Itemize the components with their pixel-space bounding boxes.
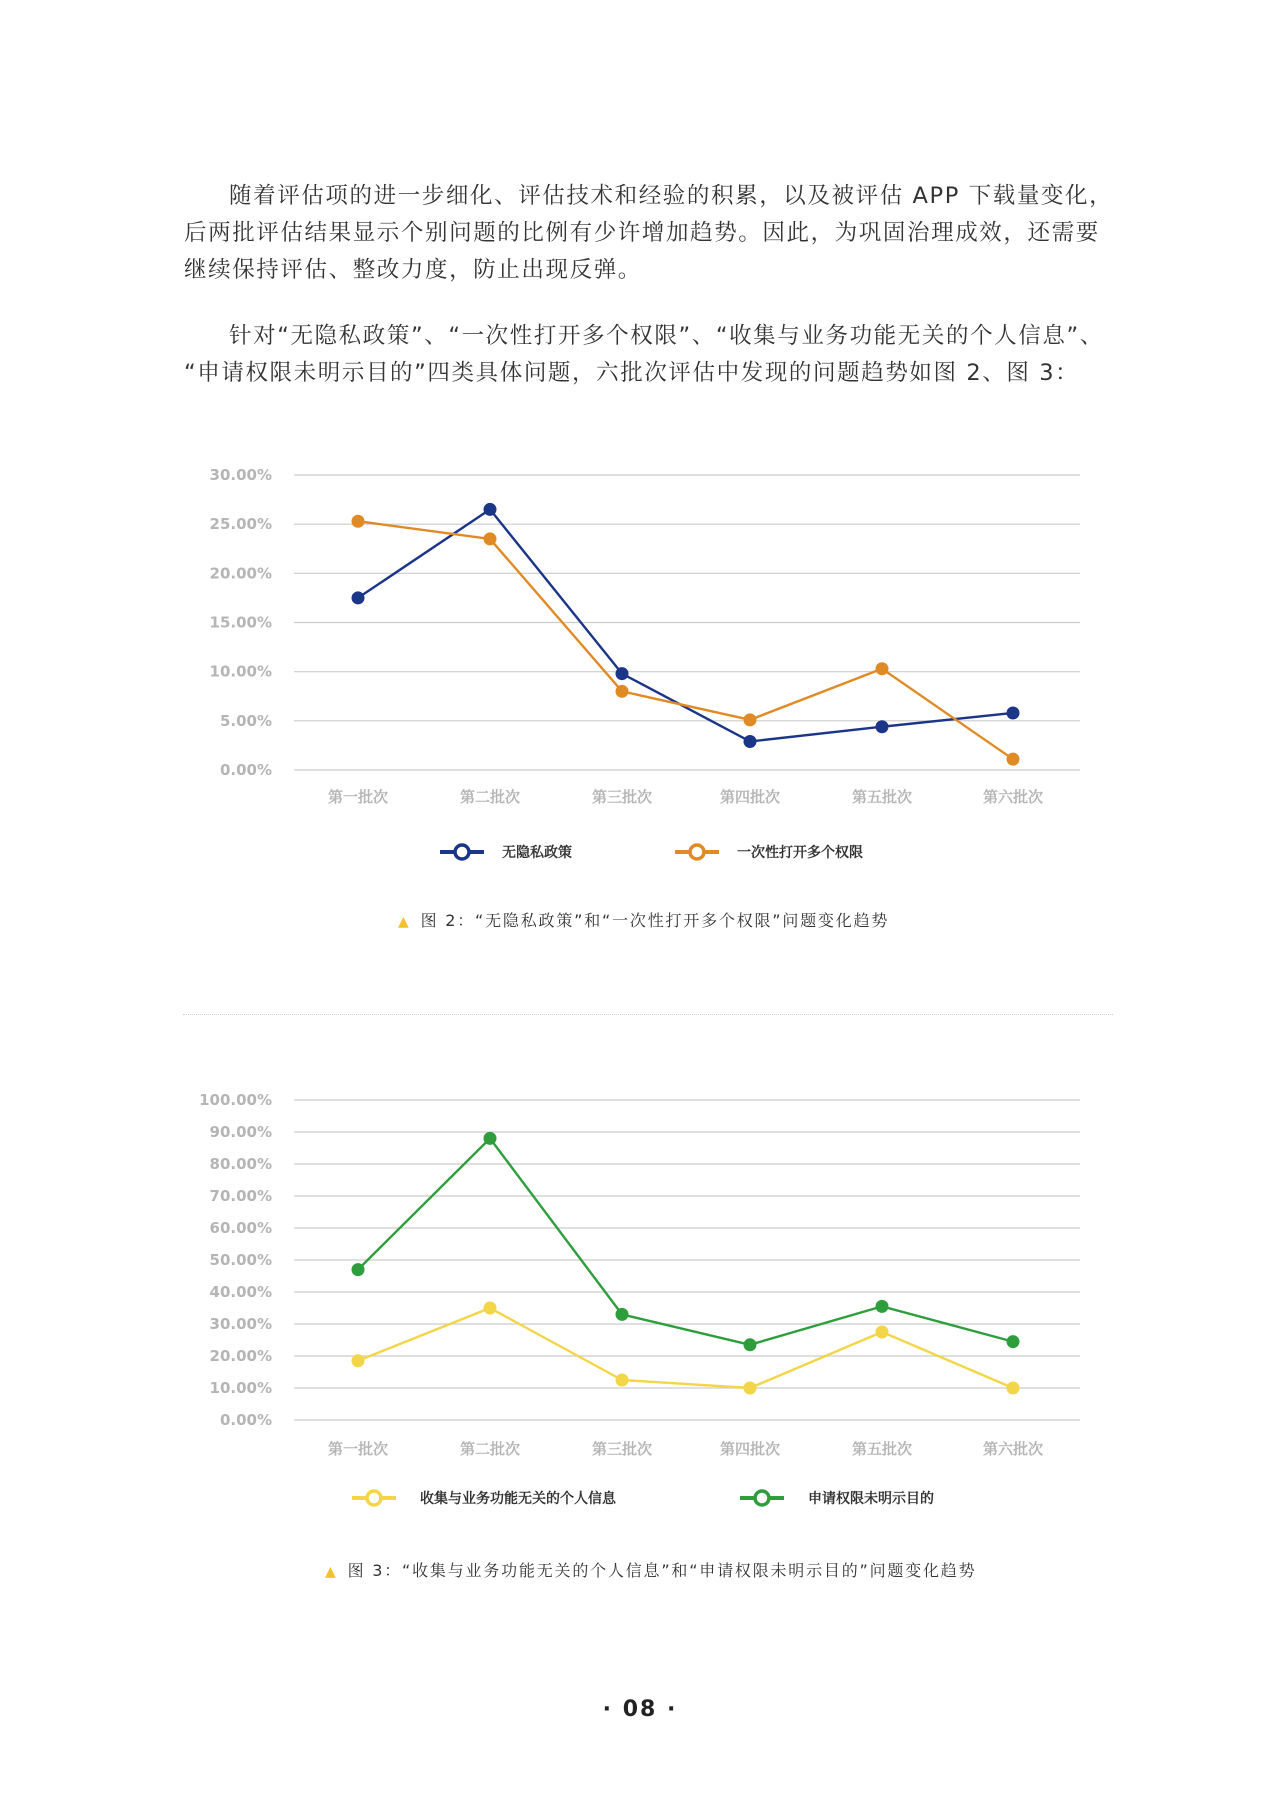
y-tick-label: 0.00% [219,761,272,779]
legend-marker-icon [455,845,469,859]
paragraph-line: 继续保持评估、整改力度，防止出现反弹。 [184,257,642,283]
y-tick-label: 60.00% [209,1219,272,1237]
figure3-line-chart [0,1070,1280,1530]
paragraph-line: 针对“无隐私政策”、“一次性打开多个权限”、“收集与业务功能无关的个人信息”、 [229,323,1104,349]
legend-marker-icon [755,1491,769,1505]
y-tick-label: 30.00% [209,1315,272,1333]
x-tick-label: 第三批次 [591,1440,653,1458]
legend-label: 无隐私政策 [502,845,572,861]
y-tick-label: 10.00% [209,1379,272,1397]
data-point [484,1302,497,1315]
legend-label: 一次性打开多个权限 [737,845,863,861]
x-tick-label: 第五批次 [851,1440,913,1458]
x-tick-label: 第二批次 [459,1440,521,1458]
data-point [1007,1335,1020,1348]
data-point [484,1132,497,1145]
data-point [616,667,629,680]
series-line [358,1138,1013,1344]
y-tick-label: 40.00% [209,1283,272,1301]
y-tick-label: 20.00% [209,564,272,583]
data-point [616,685,629,698]
y-tick-label: 10.00% [209,662,272,681]
paragraph-problem-types [184,318,1114,392]
x-tick-label: 第六批次 [982,788,1044,806]
page-number: · 08 · [602,1697,678,1722]
data-point [744,1338,757,1351]
data-point [876,662,889,675]
y-tick-label: 5.00% [219,711,272,730]
x-tick-label: 第二批次 [459,788,521,806]
data-point [744,1382,757,1395]
y-tick-label: 80.00% [209,1155,272,1173]
x-tick-label: 第一批次 [327,788,389,806]
x-tick-label: 第五批次 [851,788,913,806]
y-tick-label: 30.00% [209,466,272,484]
legend-marker-icon [690,845,704,859]
figure3-caption [325,1558,976,1581]
triangle-icon: ▲ [325,1564,338,1580]
data-point [876,1326,889,1339]
y-tick-label: 25.00% [209,515,272,534]
section-divider [183,1014,1113,1015]
data-point [876,1300,889,1313]
legend-marker-icon [367,1491,381,1505]
y-tick-label: 90.00% [209,1123,272,1141]
figure2-caption-text: 图 2：“无隐私政策”和“一次性打开多个权限”问题变化趋势 [420,911,890,930]
data-point [352,1354,365,1367]
paragraph-line: 随着评估项的进一步细化、评估技术和经验的积累，以及被评估 APP 下载量变化， [229,183,1114,209]
paragraph-line: “申请权限未明示目的”四类具体问题，六批次评估中发现的问题趋势如图 2、图 3： [184,360,1080,386]
x-tick-label: 第三批次 [591,788,653,806]
data-point [616,1308,629,1321]
data-point [484,532,497,545]
data-point [352,515,365,528]
data-point [352,1263,365,1276]
paragraph-line: 后两批评估结果显示个别问题的比例有少许增加趋势。因此，为巩固治理成效，还需要 [184,220,1100,246]
y-tick-label: 100.00% [199,1091,272,1109]
y-tick-label: 20.00% [209,1347,272,1365]
figure2-caption [398,908,889,931]
series-line [358,1308,1013,1388]
paragraph-trend-intro [184,178,1114,289]
data-point [744,735,757,748]
figure3-caption-text: 图 3：“收集与业务功能无关的个人信息”和“申请权限未明示目的”问题变化趋势 [347,1561,977,1580]
y-tick-label: 0.00% [219,1411,272,1429]
data-point [352,591,365,604]
data-point [1007,706,1020,719]
data-point [1007,753,1020,766]
y-tick-label: 70.00% [209,1187,272,1205]
x-tick-label: 第六批次 [982,1440,1044,1458]
data-point [1007,1382,1020,1395]
x-tick-label: 第四批次 [719,788,781,806]
figure2-line-chart [0,440,1280,880]
data-point [876,720,889,733]
legend-label: 收集与业务功能无关的个人信息 [420,1491,616,1507]
triangle-icon: ▲ [398,914,411,930]
x-tick-label: 第四批次 [719,1440,781,1458]
data-point [744,713,757,726]
x-tick-label: 第一批次 [327,1440,389,1458]
data-point [484,503,497,516]
data-point [616,1374,629,1387]
legend-label: 申请权限未明示目的 [808,1491,934,1507]
y-tick-label: 50.00% [209,1251,272,1269]
y-tick-label: 15.00% [209,613,272,632]
